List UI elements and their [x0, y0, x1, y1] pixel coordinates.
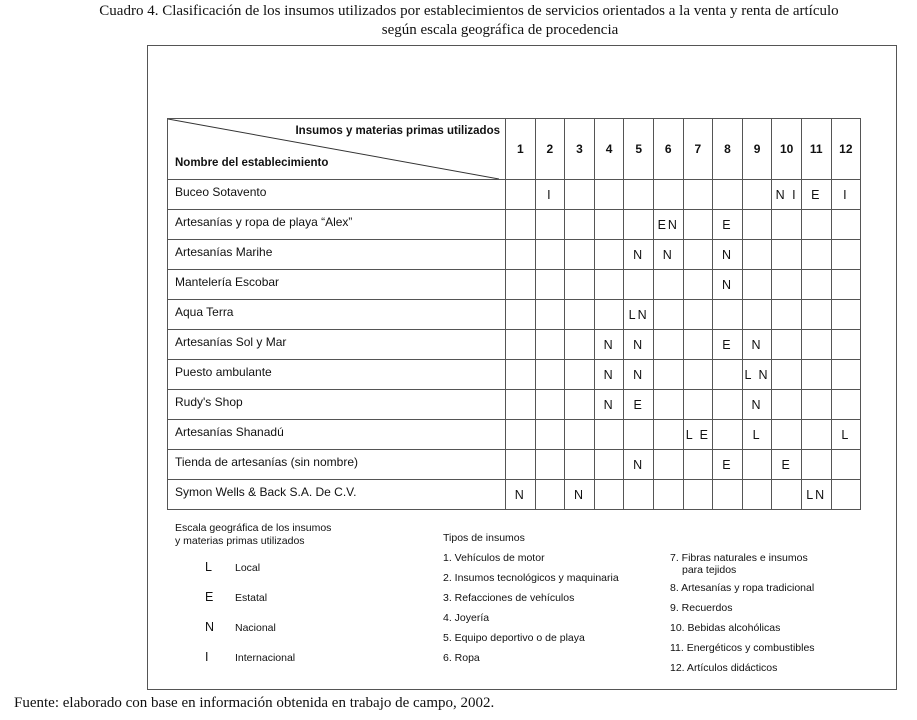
scale-cell: N: [624, 450, 654, 480]
establishment-name: Rudy's Shop: [168, 390, 506, 420]
scale-cell: N: [594, 390, 624, 420]
scale-cell: N: [624, 330, 654, 360]
column-header: 12: [831, 119, 861, 180]
table-row: [168, 330, 861, 360]
scale-cell: [565, 240, 595, 270]
scale-cell: [683, 330, 713, 360]
diagonal-header-cell: [168, 119, 506, 180]
scale-cell: [801, 450, 831, 480]
column-header: 5: [624, 119, 654, 180]
scale-cell: [535, 450, 565, 480]
scale-cell: [535, 240, 565, 270]
scale-cell: [683, 360, 713, 390]
scale-cell: [506, 450, 536, 480]
table-row: [168, 420, 861, 450]
scale-cell: [506, 360, 536, 390]
scale-cell: L: [742, 420, 772, 450]
scale-cell: E: [713, 210, 743, 240]
scale-cell: [683, 450, 713, 480]
scale-cell: [535, 390, 565, 420]
scale-cell: [506, 180, 536, 210]
scale-cell: [624, 210, 654, 240]
scale-cell: E: [801, 180, 831, 210]
scale-cell: [653, 480, 683, 510]
scale-cell: [624, 420, 654, 450]
establishment-name: Buceo Sotavento: [168, 180, 506, 210]
input-type-item: 5. Equipo deportivo o de playa: [443, 632, 585, 644]
table-row: [168, 210, 861, 240]
scale-cell: [653, 180, 683, 210]
scale-cell: [831, 450, 861, 480]
establishment-name: Symon Wells & Back S.A. De C.V.: [168, 480, 506, 510]
scale-cell: [742, 180, 772, 210]
scale-cell: [506, 330, 536, 360]
scale-cell: [565, 180, 595, 210]
scale-cell: [772, 420, 802, 450]
type-7a: 7. Fibras naturales e insumos: [670, 552, 808, 564]
scale-cell: [713, 390, 743, 420]
scale-cell: [565, 300, 595, 330]
scale-code: L: [205, 560, 212, 574]
scale-cell: [594, 180, 624, 210]
establishment-name: Artesanías Sol y Mar: [168, 330, 506, 360]
scale-cell: [772, 240, 802, 270]
scale-cell: [565, 270, 595, 300]
scale-cell: [831, 270, 861, 300]
scale-cell: [535, 300, 565, 330]
scale-cell: [535, 420, 565, 450]
scale-cell: [594, 300, 624, 330]
column-header: 11: [801, 119, 831, 180]
scale-cell: N: [713, 270, 743, 300]
scale-cell: [772, 210, 802, 240]
scale-cell: [683, 480, 713, 510]
header-inputs: Insumos y materias primas utilizados: [295, 125, 500, 137]
scale-cell: [594, 450, 624, 480]
scale-cell: [831, 210, 861, 240]
scale-cell: [653, 270, 683, 300]
scale-cell: [565, 450, 595, 480]
column-header: 3: [565, 119, 595, 180]
scale-cell: EN: [653, 210, 683, 240]
scale-cell: [772, 330, 802, 360]
scale-cell: [535, 480, 565, 510]
scale-cell: I: [831, 180, 861, 210]
scale-cell: [742, 480, 772, 510]
scale-cell: E: [772, 450, 802, 480]
scale-cell: [506, 390, 536, 420]
scale-label: Local: [235, 562, 261, 574]
caption-title: [0, 3, 917, 20]
column-header: 6: [653, 119, 683, 180]
scale-cell: [565, 210, 595, 240]
table-row: [168, 270, 861, 300]
establishment-name: Puesto ambulante: [168, 360, 506, 390]
column-header: 2: [535, 119, 565, 180]
scale-cell: N: [653, 240, 683, 270]
scale-cell: [506, 420, 536, 450]
scale-cell: [506, 240, 536, 270]
scale-cell: [624, 480, 654, 510]
scale-cell: [594, 270, 624, 300]
input-type-item: 3. Refacciones de vehículos: [443, 592, 575, 604]
scale-cell: [742, 270, 772, 300]
scale-cell: [772, 270, 802, 300]
scale-cell: [683, 390, 713, 420]
scale-cell: [772, 390, 802, 420]
scale-cell: [831, 300, 861, 330]
scale-cell: [713, 480, 743, 510]
scale-cell: I: [535, 180, 565, 210]
input-type-item: 9. Recuerdos: [670, 602, 733, 614]
scale-label: Nacional: [235, 622, 276, 634]
input-type-item: 6. Ropa: [443, 652, 480, 664]
scale-cell: [801, 330, 831, 360]
scale-cell: [801, 240, 831, 270]
scale-cell: [831, 390, 861, 420]
scale-cell: N: [624, 240, 654, 270]
scale-code: E: [205, 590, 214, 604]
scale-cell: [742, 450, 772, 480]
scale-cell: [831, 360, 861, 390]
scale-label: Internacional: [235, 652, 296, 664]
input-type-item: 4. Joyería: [443, 612, 490, 624]
scale-cell: [506, 300, 536, 330]
scale-cell: [713, 300, 743, 330]
scale-cell: [565, 420, 595, 450]
scale-cell: N: [565, 480, 595, 510]
scale-cell: [772, 480, 802, 510]
scale-cell: L: [831, 420, 861, 450]
scale-cell: [594, 480, 624, 510]
scale-cell: E: [713, 330, 743, 360]
scale-cell: [683, 180, 713, 210]
scale-cell: [565, 330, 595, 360]
scale-cell: [801, 300, 831, 330]
classification-table: [167, 118, 861, 510]
establishment-name: Artesanías Marihe: [168, 240, 506, 270]
scale-code: N: [205, 620, 215, 634]
scale-cell: L E: [683, 420, 713, 450]
types-title: Tipos de insumos: [443, 532, 525, 544]
scale-cell: [772, 360, 802, 390]
establishment-name: Aqua Terra: [168, 300, 506, 330]
scale-title-1: Escala geográfica de los insumos: [175, 522, 332, 534]
column-header: 10: [772, 119, 802, 180]
column-header: 8: [713, 119, 743, 180]
table-row: [168, 360, 861, 390]
establishment-name: Artesanías y ropa de playa “Alex”: [168, 210, 506, 240]
scale-cell: [653, 330, 683, 360]
scale-cell: [653, 450, 683, 480]
scale-cell: [683, 300, 713, 330]
scale-cell: E: [713, 450, 743, 480]
scale-cell: [535, 270, 565, 300]
scale-cell: [742, 210, 772, 240]
scale-cell: N: [713, 240, 743, 270]
establishment-name: Tienda de artesanías (sin nombre): [168, 450, 506, 480]
scale-cell: [653, 360, 683, 390]
scale-cell: [772, 300, 802, 330]
scale-cell: [713, 420, 743, 450]
type-7b: para tejidos: [682, 564, 737, 576]
table-row: [168, 480, 861, 510]
scale-cell: [565, 390, 595, 420]
scale-cell: [535, 360, 565, 390]
scale-cell: [506, 270, 536, 300]
column-header: 4: [594, 119, 624, 180]
column-header: 1: [506, 119, 536, 180]
scale-cell: [713, 360, 743, 390]
scale-cell: LN: [801, 480, 831, 510]
column-header: 7: [683, 119, 713, 180]
scale-cell: N I: [772, 180, 802, 210]
scale-cell: N: [594, 330, 624, 360]
scale-cell: [624, 270, 654, 300]
establishment-name: Mantelería Escobar: [168, 270, 506, 300]
scale-cell: [624, 180, 654, 210]
scale-cell: [831, 480, 861, 510]
scale-cell: [653, 300, 683, 330]
scale-label: Estatal: [235, 592, 268, 604]
caption-line-1: Cuadro 4. Clasificación de los insumos utilizados por establecimientos de servicios orientados a la venta y renta de artículo: [99, 3, 839, 19]
scale-cell: [535, 210, 565, 240]
scale-cell: N: [506, 480, 536, 510]
input-type-item: 8. Artesanías y ropa tradicional: [670, 582, 815, 594]
input-type-item: 2. Insumos tecnológicos y maquinaria: [443, 572, 619, 584]
scale-cell: [742, 240, 772, 270]
source-footer: Fuente: elaborado con base en información obtenida en trabajo de campo, 2002.: [14, 695, 495, 711]
scale-cell: [713, 180, 743, 210]
input-type-item: 12. Artículos didácticos: [670, 662, 778, 674]
input-type-item: 11. Energéticos y combustibles: [670, 642, 815, 654]
scale-cell: [594, 210, 624, 240]
scale-title-2: y materias primas utilizados: [175, 535, 305, 547]
scale-cell: L N: [742, 360, 772, 390]
scale-cell: [594, 420, 624, 450]
table-row: [168, 240, 861, 270]
scale-cell: [683, 240, 713, 270]
scale-cell: E: [624, 390, 654, 420]
scale-cell: N: [742, 330, 772, 360]
scale-cell: [594, 240, 624, 270]
scale-cell: N: [742, 390, 772, 420]
scale-code: I: [205, 650, 209, 664]
table-row: [168, 450, 861, 480]
column-header: 9: [742, 119, 772, 180]
table-row: [168, 300, 861, 330]
scale-cell: [653, 390, 683, 420]
scale-cell: [831, 330, 861, 360]
scale-cell: [801, 210, 831, 240]
scale-cell: [801, 270, 831, 300]
scale-cell: [535, 330, 565, 360]
scale-cell: [801, 360, 831, 390]
scale-cell: [801, 420, 831, 450]
scale-cell: N: [624, 360, 654, 390]
input-type-item: 10. Bebidas alcohólicas: [670, 622, 781, 634]
establishment-name: Artesanías Shanadú: [168, 420, 506, 450]
scale-cell: [742, 300, 772, 330]
scale-cell: [683, 210, 713, 240]
scale-cell: [653, 420, 683, 450]
scale-cell: [565, 360, 595, 390]
scale-cell: [831, 240, 861, 270]
scale-cell: [506, 210, 536, 240]
table-row: [168, 180, 861, 210]
table-row: [168, 390, 861, 420]
caption-line-2: según escala geográfica de procedencia: [381, 22, 619, 38]
scale-cell: [683, 270, 713, 300]
scale-cell: N: [594, 360, 624, 390]
scale-cell: [801, 390, 831, 420]
header-establishment: Nombre del establecimiento: [175, 157, 329, 169]
input-type-item: 1. Vehículos de motor: [443, 552, 545, 564]
scale-cell: LN: [624, 300, 654, 330]
